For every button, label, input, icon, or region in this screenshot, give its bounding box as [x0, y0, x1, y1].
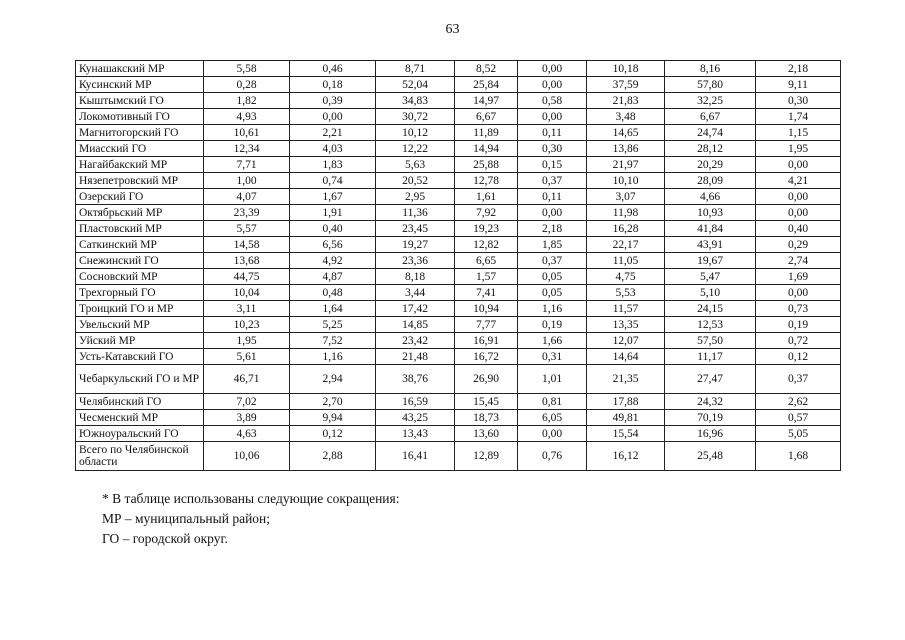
value-cell: 5,61 [204, 349, 290, 365]
value-cell: 1,57 [455, 269, 518, 285]
value-cell: 1,95 [756, 141, 841, 157]
value-cell: 0,39 [290, 93, 376, 109]
value-cell: 0,40 [290, 221, 376, 237]
value-cell: 4,63 [204, 426, 290, 442]
value-cell: 7,41 [455, 285, 518, 301]
value-cell: 4,21 [756, 173, 841, 189]
territory-name-cell: Южноуральский ГО [76, 426, 204, 442]
value-cell: 4,75 [587, 269, 665, 285]
value-cell: 1,01 [518, 365, 587, 394]
table-row [76, 109, 841, 125]
value-cell: 1,00 [204, 173, 290, 189]
table-row [76, 253, 841, 269]
value-cell: 0,00 [518, 61, 587, 77]
value-cell: 0,00 [518, 426, 587, 442]
value-cell: 0,29 [756, 237, 841, 253]
value-cell: 6,05 [518, 410, 587, 426]
value-cell: 3,11 [204, 301, 290, 317]
territory-name-cell: Нагайбакский МР [76, 157, 204, 173]
value-cell: 24,32 [665, 394, 756, 410]
value-cell: 1,16 [290, 349, 376, 365]
territory-name-cell: Троицкий ГО и МР [76, 301, 204, 317]
value-cell: 4,92 [290, 253, 376, 269]
value-cell: 52,04 [376, 77, 455, 93]
territory-name-cell: Пластовский МР [76, 221, 204, 237]
value-cell: 23,42 [376, 333, 455, 349]
value-cell: 10,18 [587, 61, 665, 77]
value-cell: 5,47 [665, 269, 756, 285]
footnote [102, 489, 400, 549]
value-cell: 14,64 [587, 349, 665, 365]
value-cell: 10,06 [204, 442, 290, 471]
value-cell: 0,12 [290, 426, 376, 442]
value-cell: 13,43 [376, 426, 455, 442]
table-row [76, 77, 841, 93]
value-cell: 12,89 [455, 442, 518, 471]
territory-name-cell: Кыштымский ГО [76, 93, 204, 109]
value-cell: 57,50 [665, 333, 756, 349]
territory-name-cell: Чесменский МР [76, 410, 204, 426]
value-cell: 14,65 [587, 125, 665, 141]
value-cell: 0,46 [290, 61, 376, 77]
value-cell: 1,61 [455, 189, 518, 205]
value-cell: 13,35 [587, 317, 665, 333]
value-cell: 4,87 [290, 269, 376, 285]
value-cell: 10,10 [587, 173, 665, 189]
value-cell: 6,67 [455, 109, 518, 125]
value-cell: 4,66 [665, 189, 756, 205]
value-cell: 15,45 [455, 394, 518, 410]
value-cell: 19,67 [665, 253, 756, 269]
value-cell: 0,28 [204, 77, 290, 93]
value-cell: 19,23 [455, 221, 518, 237]
value-cell: 14,94 [455, 141, 518, 157]
value-cell: 5,10 [665, 285, 756, 301]
value-cell: 24,74 [665, 125, 756, 141]
table-row [76, 317, 841, 333]
value-cell: 1,68 [756, 442, 841, 471]
table-body [76, 61, 841, 471]
value-cell: 10,12 [376, 125, 455, 141]
territory-name-cell: Увельский МР [76, 317, 204, 333]
value-cell: 0,00 [756, 285, 841, 301]
value-cell: 12,78 [455, 173, 518, 189]
value-cell: 7,92 [455, 205, 518, 221]
value-cell: 0,00 [290, 109, 376, 125]
value-cell: 20,29 [665, 157, 756, 173]
value-cell: 46,71 [204, 365, 290, 394]
territory-name-cell: Челябинский ГО [76, 394, 204, 410]
value-cell: 25,84 [455, 77, 518, 93]
value-cell: 57,80 [665, 77, 756, 93]
value-cell: 16,59 [376, 394, 455, 410]
table-row [76, 205, 841, 221]
value-cell: 12,82 [455, 237, 518, 253]
value-cell: 11,36 [376, 205, 455, 221]
value-cell: 25,88 [455, 157, 518, 173]
value-cell: 0,30 [756, 93, 841, 109]
footnote-intro: * В таблице использованы следующие сокращения: [102, 491, 400, 506]
value-cell: 30,72 [376, 109, 455, 125]
value-cell: 32,25 [665, 93, 756, 109]
value-cell: 2,74 [756, 253, 841, 269]
value-cell: 11,17 [665, 349, 756, 365]
value-cell: 2,62 [756, 394, 841, 410]
value-cell: 0,18 [290, 77, 376, 93]
value-cell: 10,23 [204, 317, 290, 333]
value-cell: 43,25 [376, 410, 455, 426]
value-cell: 18,73 [455, 410, 518, 426]
value-cell: 2,94 [290, 365, 376, 394]
value-cell: 1,85 [518, 237, 587, 253]
value-cell: 7,71 [204, 157, 290, 173]
value-cell: 1,67 [290, 189, 376, 205]
value-cell: 22,17 [587, 237, 665, 253]
value-cell: 49,81 [587, 410, 665, 426]
table-row [76, 125, 841, 141]
value-cell: 14,85 [376, 317, 455, 333]
value-cell: 5,53 [587, 285, 665, 301]
value-cell: 0,37 [518, 253, 587, 269]
table-row [76, 269, 841, 285]
value-cell: 0,19 [518, 317, 587, 333]
value-cell: 41,84 [665, 221, 756, 237]
table-row [76, 349, 841, 365]
value-cell: 6,67 [665, 109, 756, 125]
value-cell: 23,45 [376, 221, 455, 237]
value-cell: 34,83 [376, 93, 455, 109]
territory-name-cell: Всего по Челябинской области [76, 442, 204, 471]
value-cell: 8,18 [376, 269, 455, 285]
territory-name-cell: Кунашакский МР [76, 61, 204, 77]
value-cell: 0,05 [518, 285, 587, 301]
value-cell: 28,09 [665, 173, 756, 189]
value-cell: 9,94 [290, 410, 376, 426]
territory-name-cell: Нязепетровский МР [76, 173, 204, 189]
territory-name-cell: Сосновский МР [76, 269, 204, 285]
table-row [76, 410, 841, 426]
value-cell: 3,48 [587, 109, 665, 125]
value-cell: 16,41 [376, 442, 455, 471]
value-cell: 1,82 [204, 93, 290, 109]
value-cell: 1,74 [756, 109, 841, 125]
table-row [76, 157, 841, 173]
value-cell: 5,05 [756, 426, 841, 442]
value-cell: 2,21 [290, 125, 376, 141]
value-cell: 21,83 [587, 93, 665, 109]
value-cell: 27,47 [665, 365, 756, 394]
page-number: 63 [445, 22, 460, 37]
territory-name-cell: Чебаркульский ГО и МР [76, 365, 204, 394]
value-cell: 21,97 [587, 157, 665, 173]
value-cell: 2,18 [756, 61, 841, 77]
table-row [76, 301, 841, 317]
value-cell: 25,48 [665, 442, 756, 471]
value-cell: 0,31 [518, 349, 587, 365]
value-cell: 0,30 [518, 141, 587, 157]
value-cell: 1,83 [290, 157, 376, 173]
value-cell: 70,19 [665, 410, 756, 426]
value-cell: 11,89 [455, 125, 518, 141]
footnote-abbr-go: ГО – городской округ. [102, 531, 228, 546]
table-row [76, 333, 841, 349]
value-cell: 24,15 [665, 301, 756, 317]
value-cell: 0,00 [518, 205, 587, 221]
value-cell: 7,77 [455, 317, 518, 333]
value-cell: 0,40 [756, 221, 841, 237]
value-cell: 10,93 [665, 205, 756, 221]
value-cell: 7,52 [290, 333, 376, 349]
value-cell: 17,42 [376, 301, 455, 317]
value-cell: 14,58 [204, 237, 290, 253]
value-cell: 11,05 [587, 253, 665, 269]
value-cell: 0,05 [518, 269, 587, 285]
value-cell: 16,28 [587, 221, 665, 237]
value-cell: 0,81 [518, 394, 587, 410]
value-cell: 5,25 [290, 317, 376, 333]
value-cell: 11,98 [587, 205, 665, 221]
value-cell: 3,07 [587, 189, 665, 205]
value-cell: 43,91 [665, 237, 756, 253]
territory-name-cell: Локомотивный ГО [76, 109, 204, 125]
table-row [76, 221, 841, 237]
value-cell: 0,58 [518, 93, 587, 109]
value-cell: 7,02 [204, 394, 290, 410]
territory-name-cell: Снежинский ГО [76, 253, 204, 269]
value-cell: 0,72 [756, 333, 841, 349]
value-cell: 4,03 [290, 141, 376, 157]
value-cell: 37,59 [587, 77, 665, 93]
value-cell: 1,15 [756, 125, 841, 141]
table-row [76, 394, 841, 410]
territory-name-cell: Магнитогорский ГО [76, 125, 204, 141]
value-cell: 10,04 [204, 285, 290, 301]
value-cell: 0,00 [756, 157, 841, 173]
value-cell: 13,68 [204, 253, 290, 269]
value-cell: 1,64 [290, 301, 376, 317]
value-cell: 0,11 [518, 189, 587, 205]
territory-name-cell: Озерский ГО [76, 189, 204, 205]
territory-name-cell: Усть-Катавский ГО [76, 349, 204, 365]
value-cell: 44,75 [204, 269, 290, 285]
value-cell: 5,58 [204, 61, 290, 77]
value-cell: 2,88 [290, 442, 376, 471]
value-cell: 0,00 [756, 205, 841, 221]
value-cell: 20,52 [376, 173, 455, 189]
value-cell: 3,89 [204, 410, 290, 426]
value-cell: 0,76 [518, 442, 587, 471]
table-row [76, 141, 841, 157]
value-cell: 12,07 [587, 333, 665, 349]
value-cell: 0,37 [518, 173, 587, 189]
value-cell: 0,15 [518, 157, 587, 173]
value-cell: 9,11 [756, 77, 841, 93]
table-row [76, 442, 841, 471]
value-cell: 4,93 [204, 109, 290, 125]
value-cell: 8,71 [376, 61, 455, 77]
value-cell: 15,54 [587, 426, 665, 442]
value-cell: 0,74 [290, 173, 376, 189]
value-cell: 2,18 [518, 221, 587, 237]
value-cell: 28,12 [665, 141, 756, 157]
value-cell: 13,60 [455, 426, 518, 442]
value-cell: 1,69 [756, 269, 841, 285]
value-cell: 12,53 [665, 317, 756, 333]
value-cell: 0,12 [756, 349, 841, 365]
statistics-table [75, 60, 841, 471]
value-cell: 12,34 [204, 141, 290, 157]
value-cell: 23,39 [204, 205, 290, 221]
value-cell: 0,00 [518, 109, 587, 125]
table-row [76, 237, 841, 253]
value-cell: 10,61 [204, 125, 290, 141]
value-cell: 6,65 [455, 253, 518, 269]
territory-name-cell: Уйский МР [76, 333, 204, 349]
value-cell: 1,91 [290, 205, 376, 221]
value-cell: 10,94 [455, 301, 518, 317]
value-cell: 17,88 [587, 394, 665, 410]
value-cell: 12,22 [376, 141, 455, 157]
value-cell: 21,48 [376, 349, 455, 365]
value-cell: 16,72 [455, 349, 518, 365]
value-cell: 0,00 [518, 77, 587, 93]
value-cell: 16,12 [587, 442, 665, 471]
value-cell: 5,63 [376, 157, 455, 173]
value-cell: 8,16 [665, 61, 756, 77]
territory-name-cell: Октябрьский МР [76, 205, 204, 221]
value-cell: 16,96 [665, 426, 756, 442]
value-cell: 0,57 [756, 410, 841, 426]
value-cell: 1,16 [518, 301, 587, 317]
table-row [76, 93, 841, 109]
value-cell: 6,56 [290, 237, 376, 253]
value-cell: 26,90 [455, 365, 518, 394]
value-cell: 38,76 [376, 365, 455, 394]
value-cell: 11,57 [587, 301, 665, 317]
value-cell: 21,35 [587, 365, 665, 394]
value-cell: 0,00 [756, 189, 841, 205]
value-cell: 2,70 [290, 394, 376, 410]
table-row [76, 365, 841, 394]
value-cell: 3,44 [376, 285, 455, 301]
value-cell: 0,73 [756, 301, 841, 317]
value-cell: 23,36 [376, 253, 455, 269]
value-cell: 13,86 [587, 141, 665, 157]
value-cell: 8,52 [455, 61, 518, 77]
territory-name-cell: Трехгорный ГО [76, 285, 204, 301]
value-cell: 0,11 [518, 125, 587, 141]
value-cell: 19,27 [376, 237, 455, 253]
value-cell: 16,91 [455, 333, 518, 349]
value-cell: 1,95 [204, 333, 290, 349]
value-cell: 14,97 [455, 93, 518, 109]
territory-name-cell: Миасский ГО [76, 141, 204, 157]
table-row [76, 173, 841, 189]
table-row [76, 426, 841, 442]
territory-name-cell: Саткинский МР [76, 237, 204, 253]
value-cell: 5,57 [204, 221, 290, 237]
table-row [76, 285, 841, 301]
footnote-abbr-mr: МР – муниципальный район; [102, 511, 271, 526]
value-cell: 0,48 [290, 285, 376, 301]
territory-name-cell: Кусинский МР [76, 77, 204, 93]
value-cell: 0,37 [756, 365, 841, 394]
table-row [76, 61, 841, 77]
value-cell: 4,07 [204, 189, 290, 205]
value-cell: 1,66 [518, 333, 587, 349]
value-cell: 2,95 [376, 189, 455, 205]
table-row [76, 189, 841, 205]
value-cell: 0,19 [756, 317, 841, 333]
